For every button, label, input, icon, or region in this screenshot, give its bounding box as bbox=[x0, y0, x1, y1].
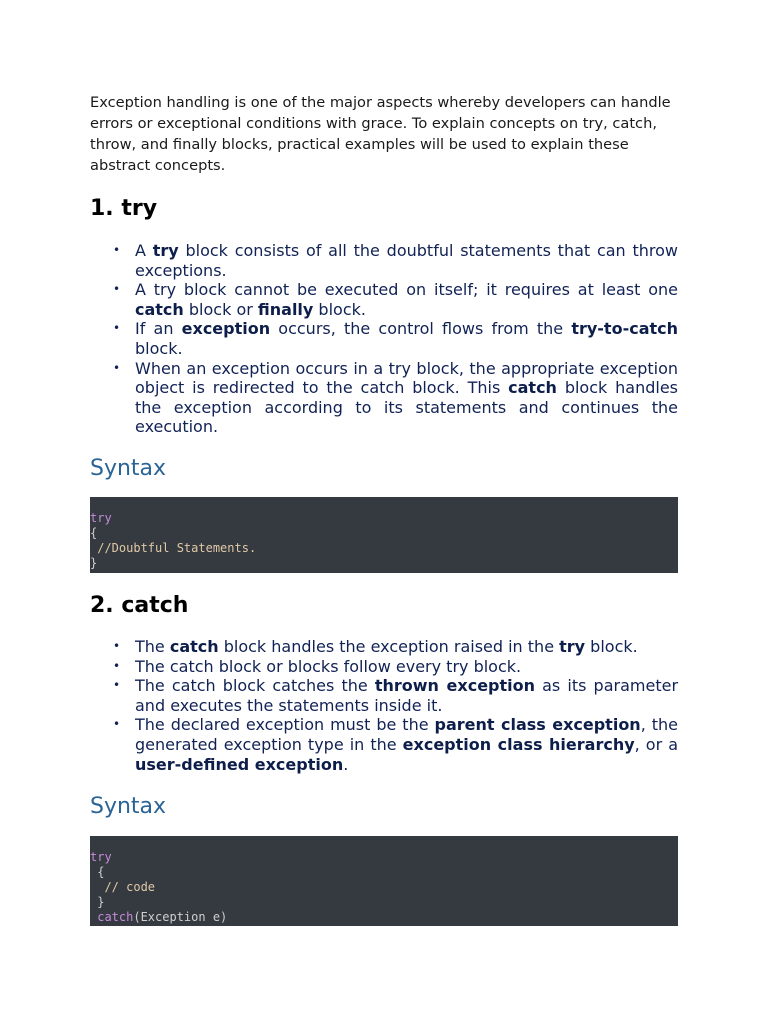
code-keyword: try bbox=[90, 511, 112, 525]
code-comment: // code bbox=[90, 880, 156, 894]
code-comment: //Doubtful Statements. bbox=[90, 541, 257, 555]
list-item: • The declared exception must be the parent class exception, the generated exception type in the exception class hierarchy, or a user-defined exception. bbox=[135, 715, 678, 774]
try-syntax-heading: Syntax bbox=[90, 456, 167, 481]
try-code-block[interactable] bbox=[90, 497, 678, 573]
intro-paragraph: Exception handling is one of the major aspects whereby developers can handle errors or exceptional conditions with grace. To explain concepts on try, catch, throw, and finally blocks, practical examples will be used to explain these abstract concepts. bbox=[90, 94, 671, 174]
list-item: • The catch block or blocks follow every try block. bbox=[135, 657, 678, 677]
code-keyword: try bbox=[90, 850, 112, 864]
list-item: • A try block cannot be executed on itself; it requires at least one catch block or finally block. bbox=[135, 280, 678, 319]
catch-bullet-list bbox=[90, 637, 678, 774]
try-bullet-list bbox=[90, 241, 678, 437]
list-item: • When an exception occurs in a try block, the appropriate exception object is redirected to the catch block. This catch block handles the exception according to its statements and continues the execution. bbox=[135, 359, 678, 437]
code-line: } bbox=[90, 895, 105, 909]
list-item: • If an exception occurs, the control flows from the try-to-catch block. bbox=[135, 319, 678, 358]
code-line: } bbox=[90, 556, 98, 570]
list-item: • The catch block catches the thrown exception as its parameter and executes the statements inside it. bbox=[135, 676, 678, 715]
code-keyword: catch bbox=[90, 910, 134, 924]
list-item: • The catch block handles the exception raised in the try block. bbox=[135, 637, 678, 657]
code-line: (Exception e) bbox=[133, 910, 228, 924]
try-heading: 1. try bbox=[90, 196, 158, 221]
catch-code-block[interactable] bbox=[90, 836, 678, 926]
catch-syntax-heading: Syntax bbox=[90, 794, 167, 819]
code-line: { bbox=[90, 526, 98, 540]
catch-heading: 2. catch bbox=[90, 593, 189, 618]
list-item: • A try block consists of all the doubtful statements that can throw exceptions. bbox=[135, 241, 678, 280]
code-line: { bbox=[90, 865, 105, 879]
